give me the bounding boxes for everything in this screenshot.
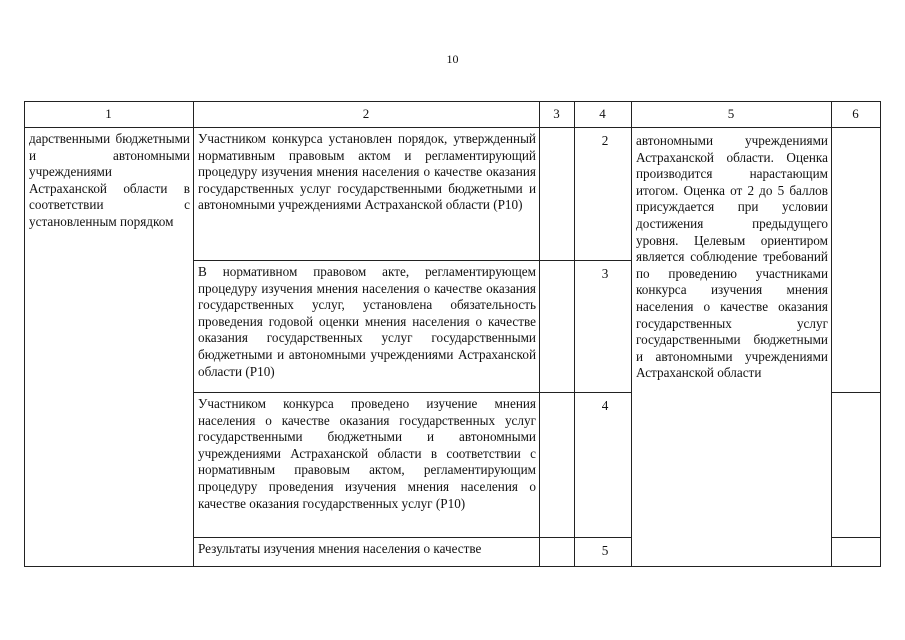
criterion-text: Участником конкурса установлен порядок, утвержденный нормативным правовым актом и регламентирующий процедуру изучения мнения населения о качестве оказания государственных услуг государственными бюджетными и автономными учреждениями Астраханской области (Р10) [198, 131, 536, 213]
header-col-5: 5 [727, 106, 735, 121]
row-divider [193, 260, 631, 261]
table-bottom-border [24, 566, 881, 567]
header-col-4: 4 [599, 106, 606, 121]
points-value: 5 [601, 543, 609, 558]
points-value: 2 [601, 133, 609, 148]
column-border [880, 101, 881, 567]
column-border [574, 101, 575, 567]
criterion-text: Участником конкурса проведено изучение мнения населения о качестве оказания государственных услуг государственными бюджетными и автономными учреждениями Астраханской области в соответствии с нормативным правовым актом, регламентирующим процедуру проведения изучения мнения населения о качестве оказания государственных услуг (Р10) [198, 396, 536, 511]
header-col-6: 6 [852, 106, 859, 121]
indicator-description: дарственными бюджетными и автономными учреждениями Астраханской области в соответствии с установленным порядком [29, 131, 190, 229]
row-divider [193, 537, 631, 538]
column-border [193, 101, 194, 567]
column-border [24, 101, 25, 567]
row-divider [831, 537, 881, 538]
header-col-1: 1 [105, 106, 112, 121]
points-value: 4 [601, 398, 609, 413]
header-col-3: 3 [553, 106, 560, 121]
column-border [631, 101, 632, 567]
points-value: 3 [601, 266, 609, 281]
criterion-text: Результаты изучения мнения населения о качестве [198, 541, 482, 556]
page-number: 10 [446, 52, 459, 66]
header-col-2: 2 [362, 106, 370, 121]
column-border [831, 101, 832, 567]
evaluation-method-text: автономными учреждениями Астраханской области. Оценка производится нарастающим итогом. Оценка от 2 до 5 баллов присуждается при условии достижения предыдущего уровня. Целевым ориентиром является соблюдение требований по проведению участниками конкурса изучения мнения населения о качестве оказания государственных услуг государственными бюджетными и автономными учреждениями Астраханской области [636, 133, 828, 381]
criterion-text: В нормативном правовом акте, регламентирующем процедуру изучения мнения населения о качестве оказания государственных услуг, установлена обязательность проведения годовой оценки мнения населения о качестве оказания государственных услуг государственными бюджетными и автономными учреждениями Астраханской области (Р10) [198, 264, 536, 379]
row-divider [193, 392, 631, 393]
header-bottom-border [24, 127, 881, 128]
column-border [539, 101, 540, 567]
row-divider [831, 392, 881, 393]
